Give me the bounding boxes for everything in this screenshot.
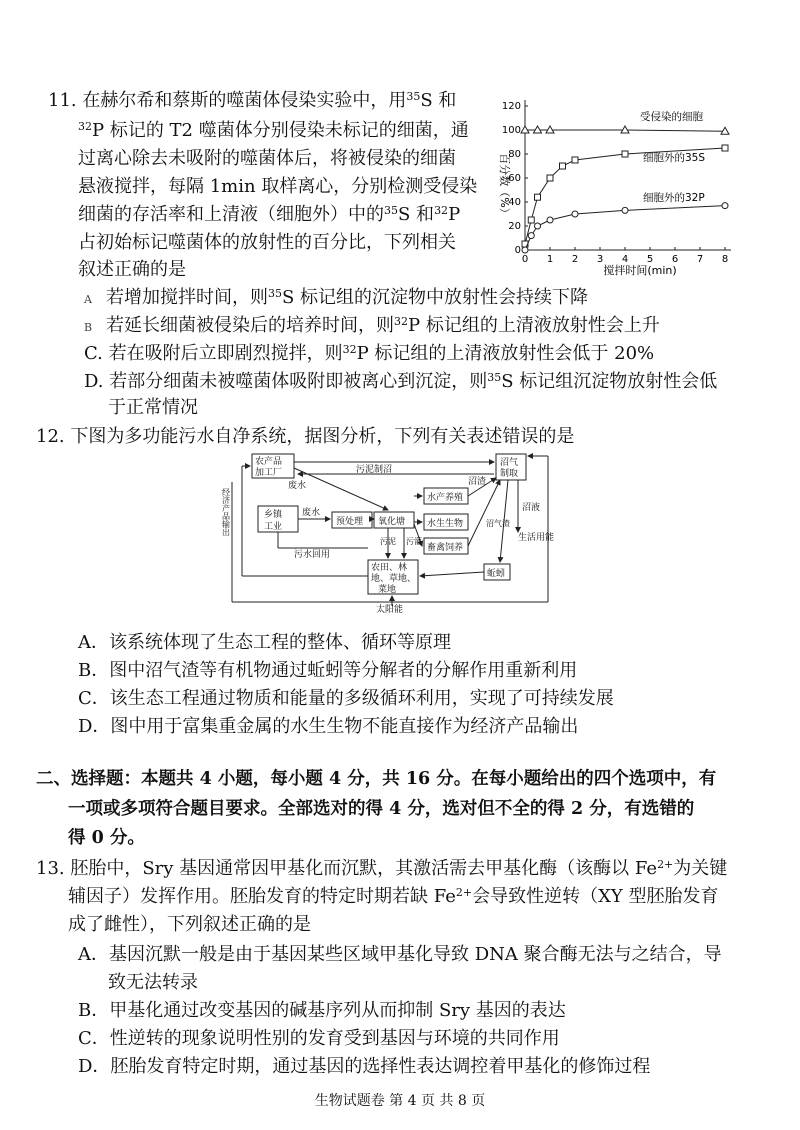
label-livestock: 畜禽饲养 (427, 543, 464, 553)
label-township: 乡镇 (264, 510, 283, 520)
label-biogas-2: 制取 (500, 469, 519, 479)
q11-option-d: D. 若部分细菌未被噬菌体吸附即被离心到沉淀，则$^{35}$S 标记组沉淀物放射性会低 (84, 371, 718, 392)
label-sludge-biogas: 污泥制沼 (356, 465, 393, 475)
graph-point-square (547, 175, 553, 181)
label-agri-factory: 农产品 (255, 457, 283, 467)
label-agri-factory-2: 加工厂 (255, 468, 283, 478)
section2-line-1: 二、选择题：本题共 4 小题，每小题 4 分，共 16 分。在每小题给出的四个选项中，有 (36, 769, 717, 789)
q12-option-a: A．该系统体现了生态工程的整体、循环等原理 (78, 632, 451, 653)
legend-infected-cell: 受侵染的细胞 (640, 111, 703, 123)
graph-x-tick-label: 0 (521, 254, 529, 265)
label-sludge: 污泥 (380, 537, 396, 546)
graph-x-tick-label: 1 (546, 254, 554, 265)
q11-line-6: 占初始标记噬菌体的放射性的百分比，下列相关 (78, 232, 456, 253)
label-biogas-slag: 沼气渣 (486, 519, 510, 528)
graph-x-tick-label: 6 (671, 254, 679, 265)
q13-option-b: B．甲基化通过改变基因的碱基序列从而抑制 Sry 基因的表达 (78, 1000, 566, 1021)
section2-line-2: 一项或多项符合题目要求。全部选对的得 4 分，选对但不全的得 2 分，有选错的 (68, 799, 695, 819)
label-farmland: 农田、林 (371, 563, 408, 573)
label-wastewater-2: 废水 (302, 508, 321, 518)
q11-option-b: B 若延长细菌被侵染后的培养时间，则$^{32}$P 标记组的上清液放射性会上升 (84, 315, 660, 336)
q12-diagram (221, 452, 558, 615)
label-farmland-2: 地、草地、 (371, 574, 417, 584)
q11-line-2: $^{32}$P 标记的 T2 噬菌体分别侵染未标记的细菌，通 (78, 120, 469, 141)
label-wastewater-1: 废水 (288, 481, 307, 491)
label-aquaculture: 水产养殖 (427, 493, 464, 503)
q13-option-c: C．性逆转的现象说明性别的发育受到基因与环境的共同作用 (78, 1028, 560, 1049)
graph-point-circle (522, 247, 528, 253)
graph-point-square (535, 194, 541, 200)
graph-x-tick-label: 4 (621, 254, 629, 265)
legend-32p: 细胞外的32P (643, 192, 705, 204)
graph-point-circle (622, 207, 628, 213)
graph-point-square (528, 217, 534, 223)
q11-graph (485, 86, 755, 286)
q11-line-7: 叙述正确的是 (78, 259, 186, 280)
graph-ylabel: 百分数（%） (498, 153, 511, 219)
graph-point-square (572, 157, 578, 163)
q13-line-3: 成了雌性），下列叙述正确的是 (68, 914, 311, 935)
q12-option-b: B．图中沼气渣等有机物通过蚯蚓等分解者的分解作用重新利用 (78, 660, 578, 681)
graph-y-tick-label: 80 (508, 149, 521, 160)
legend-35s: 细胞外的35S (643, 152, 706, 164)
q11-line-4: 悬液搅拌，每隔 1min 取样离心，分别检测受侵染 (78, 176, 478, 197)
graph-point-square (560, 163, 566, 169)
graph-y-tick-label: 40 (508, 197, 521, 208)
page-footer: 生物试题卷 第 4 页 共 8 页 (314, 1093, 486, 1109)
label-industry: 工业 (264, 522, 283, 532)
graph-point-circle (722, 203, 728, 209)
label-oxidation-pond: 氧化塘 (378, 517, 406, 527)
q12-option-d: D．图中用于富集重金属的水生生物不能直接作为经济产品输出 (78, 716, 579, 737)
q11-line-1: 11. 在赫尔希和蔡斯的噬菌体侵染实验中，用$^{35}$S 和 (48, 90, 457, 111)
graph-point-square (622, 151, 628, 157)
q11-option-d-cont: 于正常情况 (108, 397, 198, 418)
label-biogas-slurry: 沼液 (522, 503, 541, 513)
q12-stem: 12. 下图为多功能污水自净系统，据图分析，下列有关表述错误的是 (36, 426, 575, 447)
label-sewage-irrigation: 污灌 (406, 537, 422, 546)
label-farmland-3: 菜地 (378, 585, 397, 595)
label-biogas-residue: 沼渣 (468, 477, 487, 487)
graph-point-circle (547, 217, 553, 223)
graph-point-circle (535, 223, 541, 229)
label-solar: 太阳能 (376, 605, 404, 615)
graph-y-tick-label: 0 (514, 245, 521, 256)
graph-x-tick-label: 7 (696, 254, 704, 265)
label-water-reuse: 污水回用 (294, 550, 331, 560)
label-earthworm: 蚯蚓 (487, 569, 506, 579)
graph-x-tick-label: 8 (721, 254, 729, 265)
q11-option-c: C. 若在吸附后立即剧烈搅拌，则$^{32}$P 标记组的上清液放射性会低于 20% (84, 343, 655, 364)
q13-option-d: D．胚胎发育特定时期，通过基因的选择性表达调控着甲基化的修饰过程 (78, 1056, 651, 1077)
q11-line-3: 过离心除去未吸附的噬菌体后，将被侵染的细菌 (78, 148, 456, 169)
q12-option-c: C．该生态工程通过物质和能量的多级循环利用，实现了可持续发展 (78, 688, 614, 709)
graph-y-tick-label: 100 (501, 125, 521, 136)
label-aquatic-life: 水生生物 (427, 519, 464, 529)
q11-option-a: A 若增加搅拌时间，则$^{35}$S 标记组的沉淀物中放射性会持续下降 (84, 287, 589, 308)
label-domestic-energy: 生活用能 (518, 533, 555, 543)
label-pretreatment: 预处理 (336, 517, 364, 527)
graph-x-tick-label: 5 (646, 254, 654, 265)
graph-point-square (722, 145, 728, 151)
section2-line-3: 得 0 分。 (68, 828, 145, 848)
graph-xlabel: 搅拌时间(min) (603, 264, 677, 277)
graph-y-tick-label: 20 (508, 221, 521, 232)
q13-line-2: 辅因子）发挥作用。胚胎发育的特定时期若缺 $Fe^{2+}$会导致性逆转（XY 型胚胎发育 (68, 886, 719, 907)
label-economic-output: 经济产品输出 (221, 488, 231, 536)
graph-x-tick-label: 3 (596, 254, 604, 265)
graph-point-circle (572, 211, 578, 217)
graph-point-circle (528, 233, 534, 239)
graph-y-tick-label: 120 (501, 101, 521, 112)
graph-y-tick-label: 60 (508, 173, 521, 184)
q13-option-a-cont: 致无法转录 (108, 972, 198, 993)
label-biogas: 沼气 (500, 458, 519, 468)
q13-option-a: A．基因沉默一般是由于基因某些区域甲基化导致 DNA 聚合酶无法与之结合，导 (78, 944, 722, 965)
graph-x-tick-label: 2 (571, 254, 579, 265)
q13-line-1: 13. 胚胎中，Sry 基因通常因甲基化而沉默，其激活需去甲基化酶（该酶以 $Fe^{2+}$为关键 (36, 858, 728, 879)
q11-line-5: 细菌的存活率和上清液（细胞外）中的$^{35}$S 和$^{32}$P (78, 204, 461, 225)
